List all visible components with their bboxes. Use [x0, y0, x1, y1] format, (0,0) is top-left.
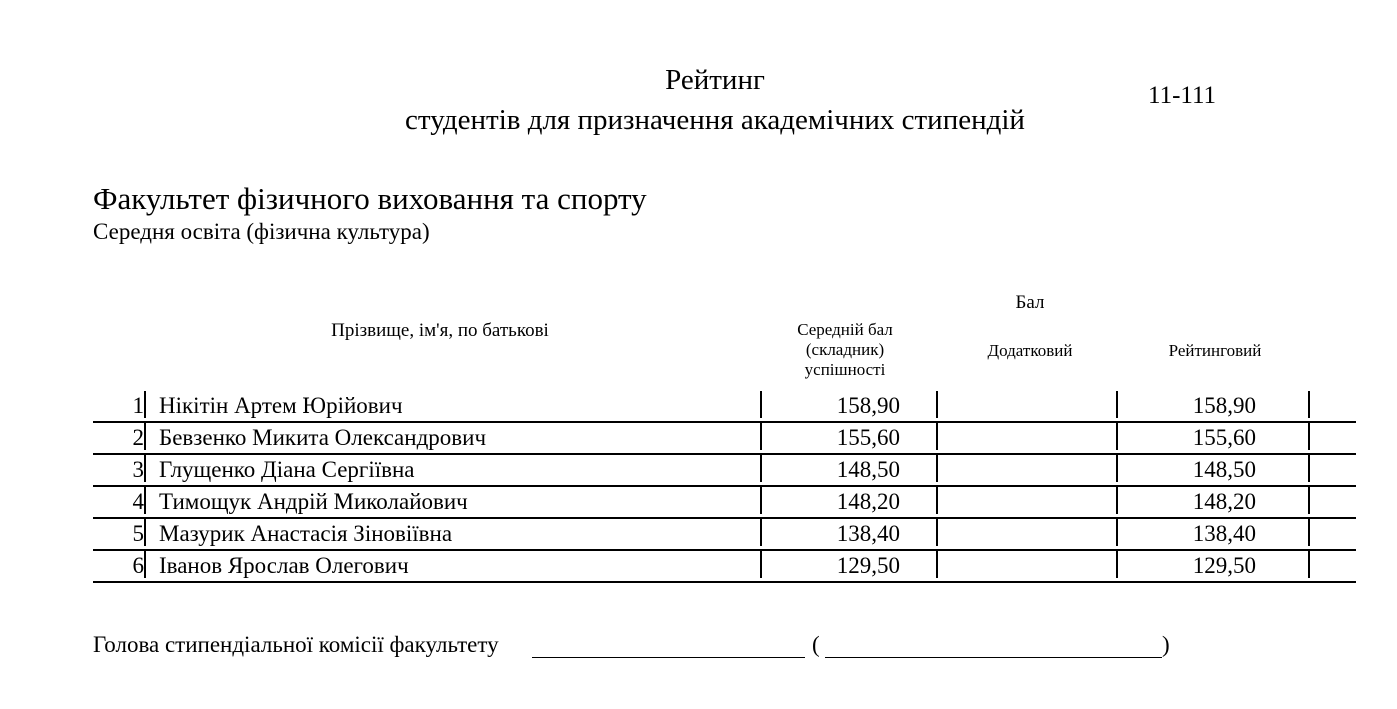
header-average-line3: успішності: [804, 360, 886, 379]
rating-score: 138,40: [1192, 521, 1256, 546]
row-number: 3: [132, 457, 144, 482]
row-number: 1: [132, 393, 144, 418]
table-row: [93, 455, 1356, 487]
name-paren-close: ): [1162, 632, 1170, 657]
table-row: [93, 423, 1356, 455]
average-score: 129,50: [836, 553, 900, 578]
faculty-name: Факультет фізичного виховання та спорту: [93, 181, 647, 216]
column-divider: [144, 487, 146, 514]
column-divider: [936, 423, 938, 450]
rating-table: [93, 391, 1356, 583]
signature-label: Голова стипендіальної комісії факультету: [93, 632, 499, 657]
column-divider: [1116, 551, 1118, 578]
column-divider: [1116, 487, 1118, 514]
name-paren-open: (: [812, 632, 820, 657]
student-name: Нікітін Артем Юрійович: [159, 393, 403, 418]
column-divider: [144, 519, 146, 546]
row-number: 5: [132, 521, 144, 546]
rating-score: 158,90: [1192, 393, 1256, 418]
column-divider: [760, 391, 762, 418]
document-title: Рейтинг: [665, 64, 765, 96]
column-divider: [760, 519, 762, 546]
average-score: 138,40: [836, 521, 900, 546]
row-number: 6: [132, 553, 144, 578]
average-score: 148,50: [836, 457, 900, 482]
rating-score: 148,50: [1192, 457, 1256, 482]
column-divider: [144, 551, 146, 578]
average-score: 155,60: [836, 425, 900, 450]
column-divider: [760, 487, 762, 514]
column-divider: [936, 487, 938, 514]
student-name: Тимощук Андрій Миколайович: [159, 489, 468, 514]
document-subtitle: студентів для призначення академічних стипендій: [405, 104, 1025, 136]
average-score: 158,90: [836, 393, 900, 418]
header-average-line2: (складник): [805, 340, 885, 359]
signature-line: [532, 657, 805, 658]
name-line: [825, 657, 1162, 658]
table-row: [93, 487, 1356, 519]
column-divider: [936, 391, 938, 418]
row-number: 2: [132, 425, 144, 450]
table-row: [93, 519, 1356, 551]
student-name: Глущенко Діана Сергіївна: [159, 457, 415, 482]
column-divider: [1308, 551, 1310, 578]
column-divider: [760, 455, 762, 482]
header-average-line1: Середній бал: [797, 320, 893, 339]
column-divider: [1116, 391, 1118, 418]
header-score-group: Бал: [1015, 292, 1045, 313]
rating-score: 129,50: [1192, 553, 1256, 578]
header-additional-score: Додатковий: [987, 341, 1073, 360]
student-name: Мазурик Анастасія Зіновіївна: [159, 521, 453, 546]
column-divider: [144, 391, 146, 418]
group-code: 11-111: [1148, 82, 1217, 109]
column-divider: [1116, 423, 1118, 450]
column-divider: [1308, 487, 1310, 514]
column-divider: [144, 423, 146, 450]
column-divider: [1308, 455, 1310, 482]
column-divider: [760, 423, 762, 450]
header-rating-score: Рейтинговий: [1168, 341, 1262, 360]
rating-score: 148,20: [1192, 489, 1256, 514]
column-divider: [936, 519, 938, 546]
row-number: 4: [132, 489, 144, 514]
rating-score: 155,60: [1192, 425, 1256, 450]
program-name: Середня освіта (фізична культура): [93, 219, 430, 244]
column-divider: [144, 455, 146, 482]
column-divider: [936, 551, 938, 578]
header-full-name: [200, 320, 680, 342]
table-row: [93, 391, 1356, 423]
header-full-name-label: Прізвище, ім'я, по батькові: [331, 320, 549, 341]
table-row: [93, 551, 1356, 583]
column-divider: [1116, 519, 1118, 546]
student-name: Бевзенко Микита Олександрович: [159, 425, 487, 450]
column-divider: [936, 455, 938, 482]
column-divider: [1116, 455, 1118, 482]
header-average-score: [760, 320, 930, 380]
student-name: Іванов Ярослав Олегович: [159, 553, 409, 578]
column-divider: [1308, 423, 1310, 450]
column-divider: [1308, 391, 1310, 418]
column-divider: [1308, 519, 1310, 546]
average-score: 148,20: [836, 489, 900, 514]
column-divider: [760, 551, 762, 578]
